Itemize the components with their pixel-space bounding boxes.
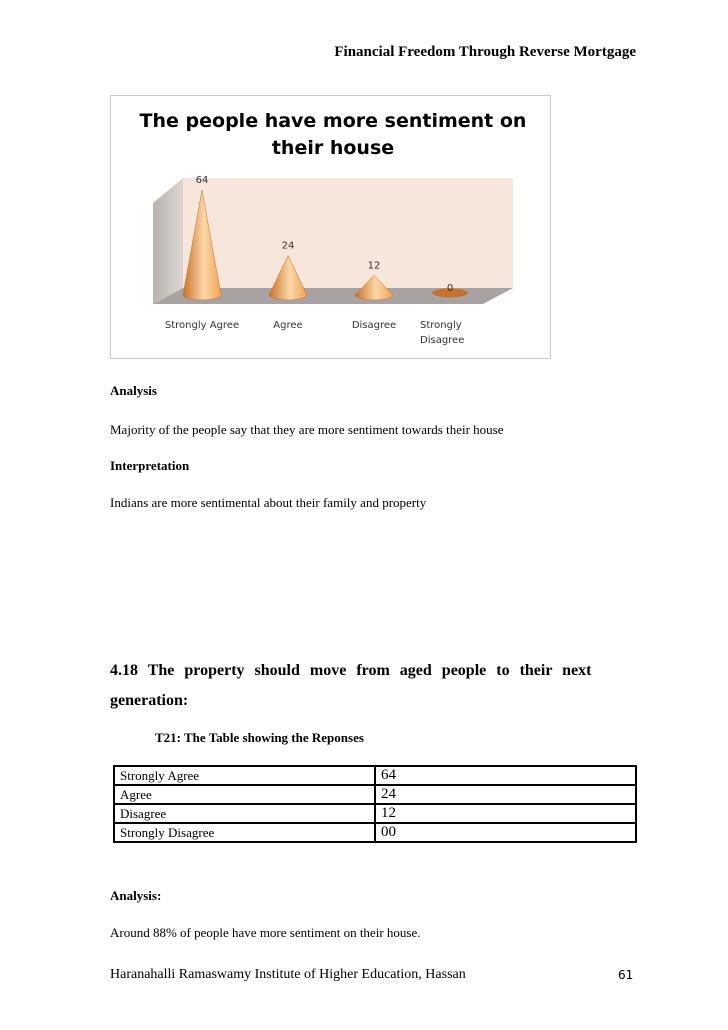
page-header-title: Financial Freedom Through Reverse Mortgage (334, 44, 636, 60)
analysis-text: Majority of the people say that they are more sentiment towards their house (110, 422, 504, 437)
analysis2-text: Around 88% of people have more sentiment on their house. (110, 925, 421, 940)
chart-title-line-2: their house (271, 137, 395, 159)
table-row (114, 785, 636, 804)
table-row (114, 766, 636, 785)
data-label: 24 (281, 240, 295, 252)
x-tick-label: Disagree (351, 320, 397, 331)
x-tick-label: Strongly (420, 320, 462, 331)
row-value: 64 (375, 766, 636, 785)
x-tick-label: Disagree (420, 335, 465, 346)
data-label: 0 (446, 283, 454, 294)
chart-side-wall (153, 178, 183, 304)
chart-title-line-1: The people have more sentiment on (139, 110, 527, 132)
analysis-label: Analysis (110, 383, 157, 398)
row-value: 24 (375, 785, 636, 804)
interpretation-label: Interpretation (110, 458, 190, 473)
row-label: Disagree (114, 804, 375, 823)
data-label: 64 (195, 175, 209, 186)
row-value: 00 (375, 823, 636, 842)
row-label: Strongly Disagree (114, 823, 375, 842)
x-tick-label: Strongly Agree (164, 320, 240, 331)
analysis2-label: Analysis: (110, 888, 162, 903)
chart-back-wall (183, 178, 513, 288)
data-label: 12 (367, 260, 381, 272)
footer-institution: Haranahalli Ramaswamy Institute of Higher Education, Hassan (110, 967, 466, 982)
section-heading (110, 656, 641, 716)
chart-container (110, 95, 551, 359)
page-number: 61 (618, 968, 634, 982)
row-label: Strongly Agree (114, 766, 375, 785)
section-heading-line-2: generation: (110, 692, 189, 709)
responses-table (113, 765, 637, 843)
row-label: Agree (114, 785, 375, 804)
row-value: 12 (375, 804, 636, 823)
interpretation-text: Indians are more sentimental about their family and property (110, 495, 427, 510)
cone-chart (111, 96, 552, 360)
table-caption: T21: The Table showing the Reponses (155, 730, 364, 745)
x-tick-label: Agree (273, 320, 303, 331)
table-row (114, 804, 636, 823)
table-row (114, 823, 636, 842)
section-heading-line-1: 4.18 The property should move from aged people to their next (110, 662, 592, 679)
